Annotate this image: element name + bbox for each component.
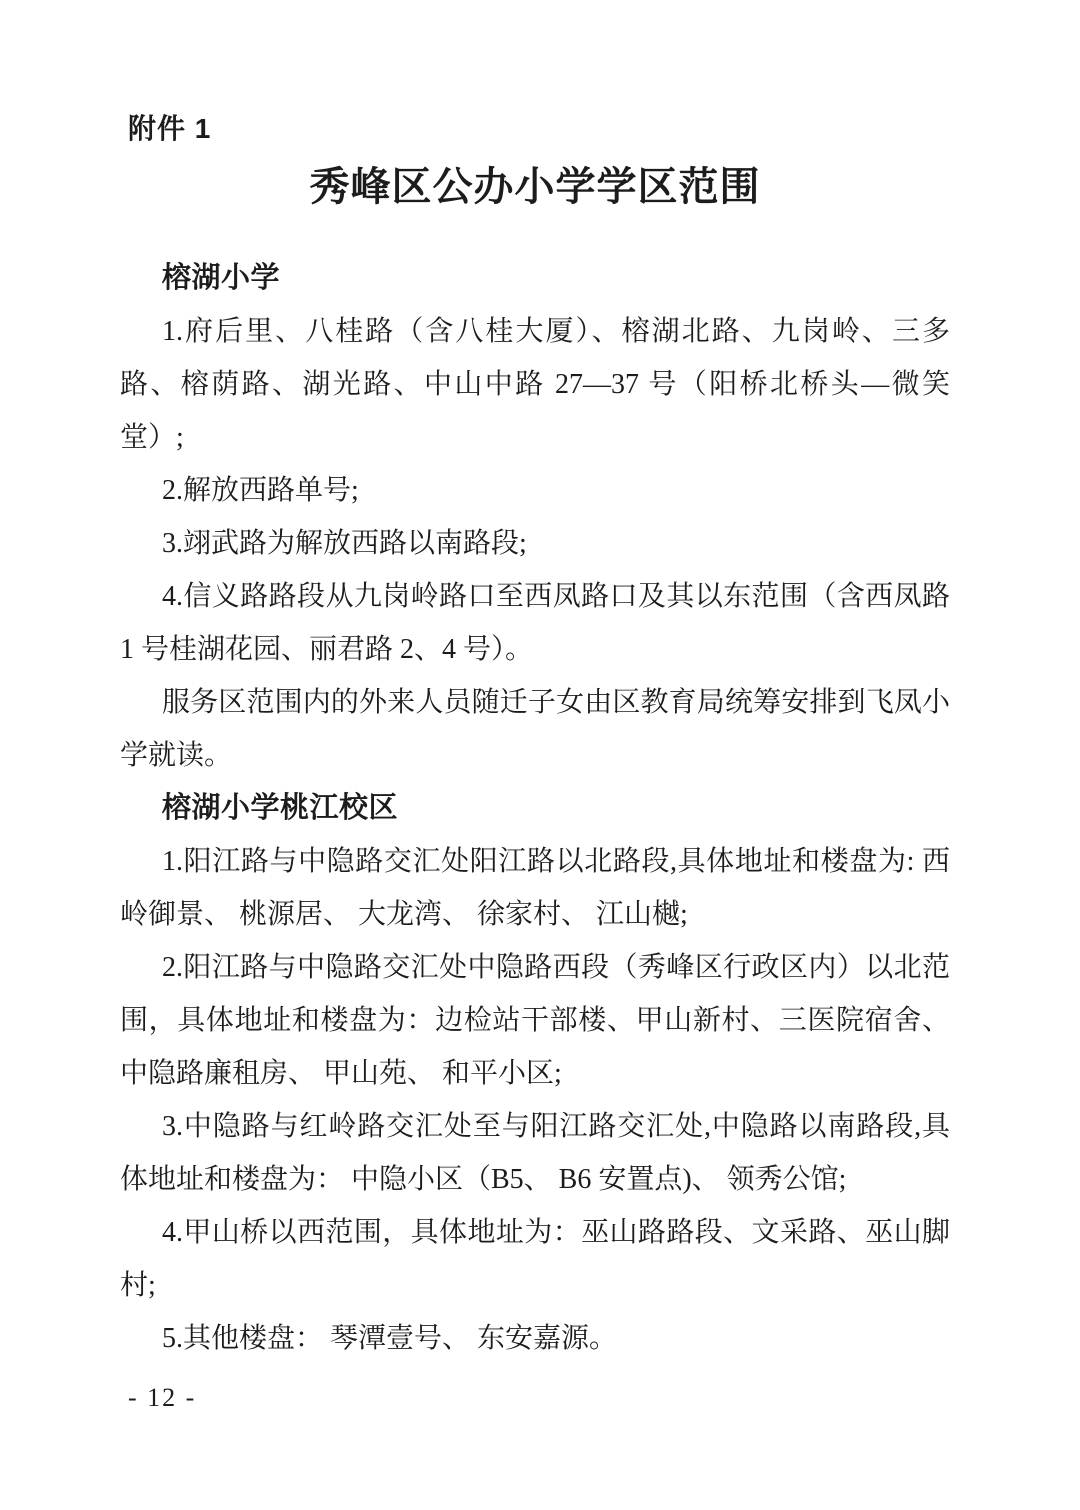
page-number: - 12 - <box>128 1383 197 1412</box>
clause-paragraph: 4.信义路路段从九岗岭路口至西凤路口及其以东范围（含西凤路 1 号桂湖花园、丽君路 2、4 号）。 <box>120 581 950 665</box>
clause-paragraph: 1.府后里、八桂路（含八桂大厦）、榕湖北路、九岗岭、三多路、榕荫路、湖光路、中山中路 27—37 号（阳桥北桥头—微笑堂）; <box>120 316 950 453</box>
clause-paragraph: 2.解放西路单号; <box>162 475 359 506</box>
section-ronghu-primary <box>120 252 950 782</box>
clause-paragraph: 1.阳江路与中隐路交汇处阳江路以北路段,具体地址和楼盘为: 西岭御景、 桃源居、 大龙湾、 徐家村、 江山樾; <box>120 846 950 930</box>
clause-paragraph: 5.其他楼盘： 琴潭壹号、 东安嘉源。 <box>162 1323 618 1354</box>
clause-paragraph: 3.翊武路为解放西路以南路段; <box>162 528 527 559</box>
clause-paragraph: 服务区范围内的外来人员随迁子女由区教育局统筹安排到飞凤小学就读。 <box>120 687 950 771</box>
clause-paragraph: 4.甲山桥以西范围，具体地址为：巫山路路段、文采路、巫山脚村; <box>120 1217 950 1301</box>
attachment-label: 附件 1 <box>128 113 212 144</box>
clause-paragraph: 2.阳江路与中隐路交汇处中隐路西段（秀峰区行政区内）以北范围，具体地址和楼盘为：边检站干部楼、甲山新村、三医院宿舍、中隐路廉租房、 甲山苑、 和平小区; <box>120 952 950 1089</box>
page-title: 秀峰区公办小学学区范围 <box>309 164 761 209</box>
section-heading-ronghu: 榕湖小学 <box>162 262 281 294</box>
clause-paragraph: 3.中隐路与红岭路交汇处至与阳江路交汇处,中隐路以南路段,具体地址和楼盘为： 中隐小区（B5、 B6 安置点)、 领秀公馆; <box>120 1111 950 1195</box>
section-ronghu-taojiang-campus <box>120 782 950 1365</box>
section-heading-taojiang: 榕湖小学桃江校区 <box>162 792 399 824</box>
